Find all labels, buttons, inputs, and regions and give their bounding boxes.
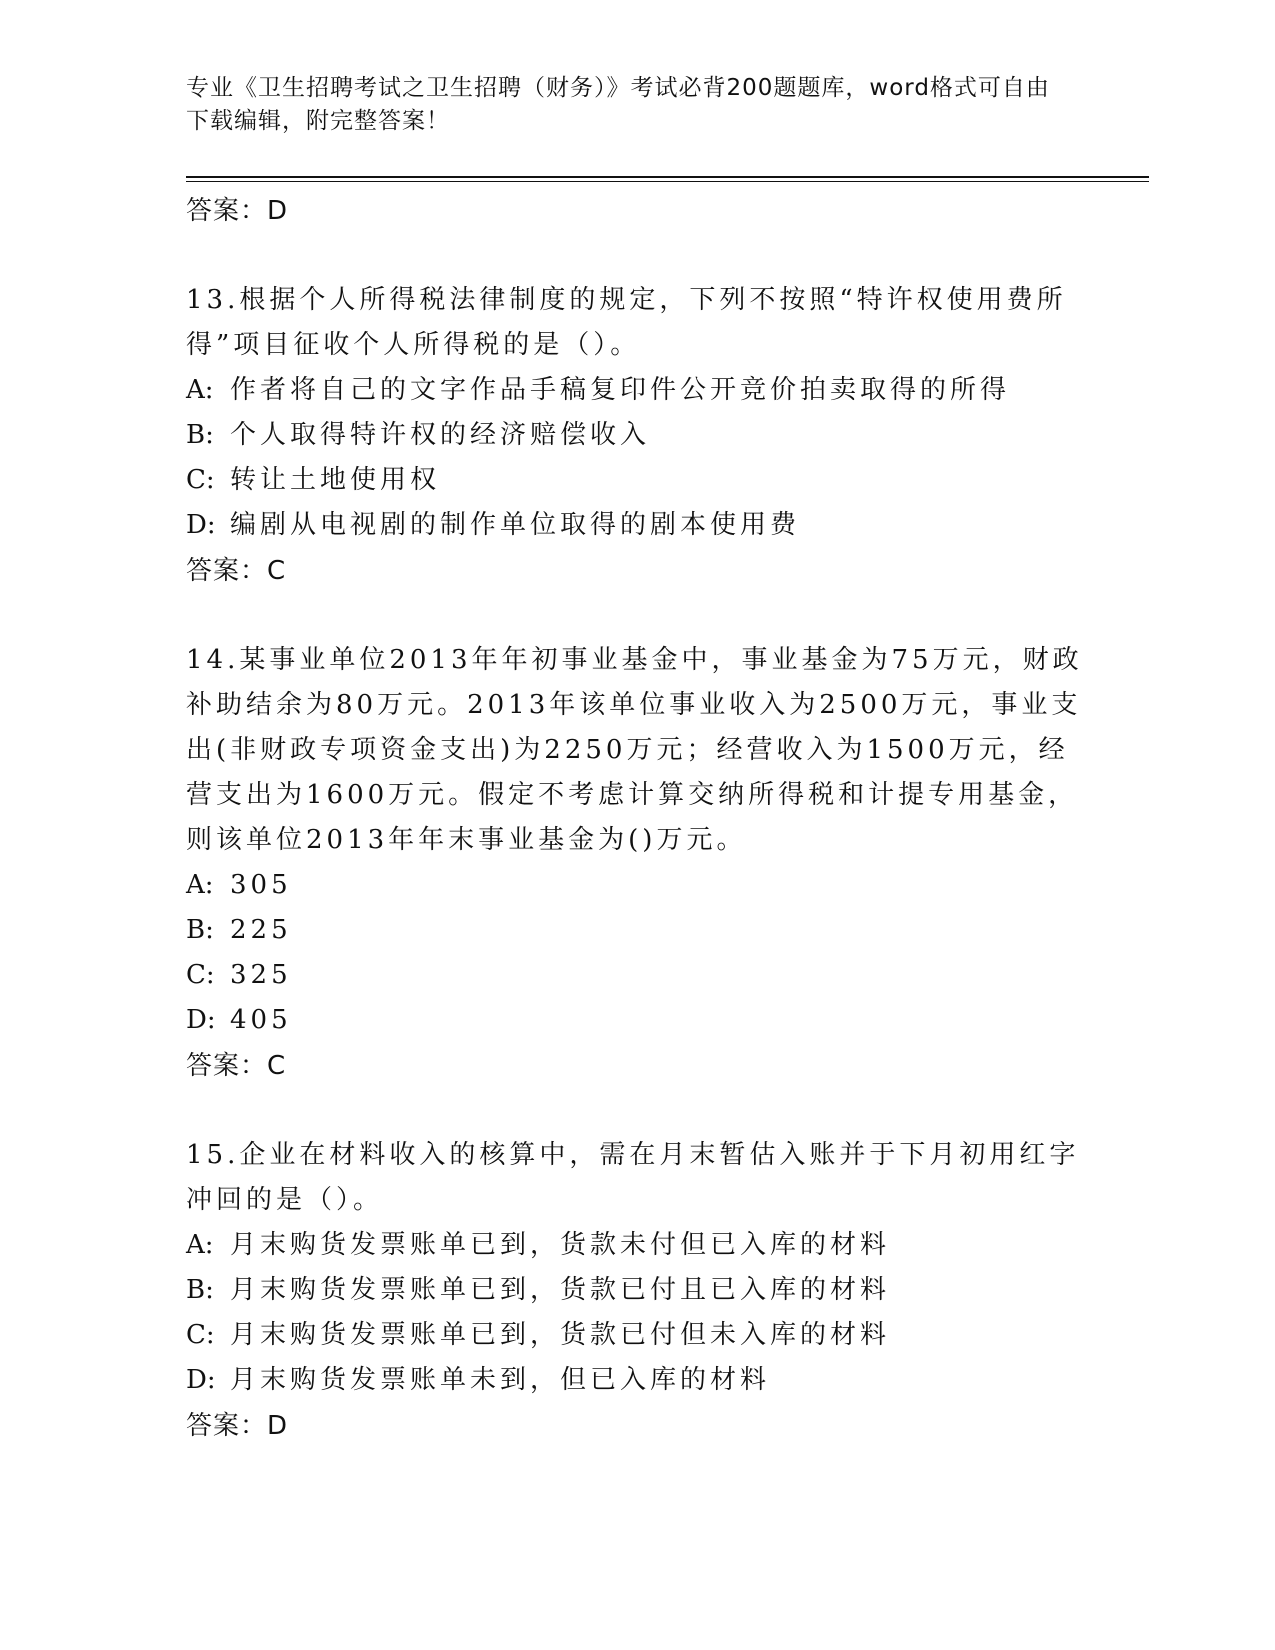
question-15 [186, 1133, 1086, 1449]
question-text: 13.根据个人所得税法律制度的规定，下列不按照“特许权使用费所得”项目征收个人所得税的是（）。 [186, 285, 1067, 360]
option-text: 405 [230, 1005, 292, 1035]
option-b [186, 413, 1086, 458]
header-rule-thin [186, 181, 1149, 182]
option-text: 编剧从电视剧的制作单位取得的剧本使用费 [230, 510, 801, 540]
answer-15: 答案：D [186, 1411, 289, 1441]
option-letter: D: [186, 1365, 216, 1395]
question-content [186, 188, 1086, 1449]
answer-13: 答案：C [186, 556, 287, 586]
option-a [186, 863, 1086, 908]
question-13 [186, 278, 1086, 594]
option-b [186, 1268, 1086, 1313]
option-letter: B: [186, 420, 214, 450]
spacer [186, 234, 1086, 278]
option-text: 325 [230, 960, 292, 990]
option-d [186, 1358, 1086, 1403]
option-text: 转让土地使用权 [230, 465, 441, 495]
option-d [186, 503, 1086, 548]
option-letter: D: [186, 1005, 216, 1035]
option-c [186, 953, 1086, 998]
option-c [186, 1313, 1086, 1358]
option-letter: C: [186, 465, 215, 495]
option-d [186, 998, 1086, 1043]
option-letter: D: [186, 510, 216, 540]
page-header: 专业《卫生招聘考试之卫生招聘（财务）》考试必背200题题库，word格式可自由下载编辑，附完整答案！ [186, 75, 1050, 134]
option-letter: A: [186, 870, 214, 900]
previous-answer: 答案：D [186, 196, 289, 226]
option-letter: B: [186, 1275, 214, 1305]
question-14 [186, 638, 1086, 1089]
option-letter: C: [186, 1320, 215, 1350]
header-rule-thick [186, 176, 1149, 178]
option-letter: C: [186, 960, 215, 990]
spacer [186, 594, 1086, 638]
option-b [186, 908, 1086, 953]
option-text: 月末购货发票账单已到，货款已付且已入库的材料 [230, 1275, 891, 1305]
option-a [186, 1223, 1086, 1268]
option-text: 月末购货发票账单已到，货款未付但已入库的材料 [230, 1230, 891, 1260]
option-a [186, 368, 1086, 413]
option-text: 月末购货发票账单未到，但已入库的材料 [230, 1365, 771, 1395]
option-text: 月末购货发票账单已到，货款已付但未入库的材料 [230, 1320, 891, 1350]
option-letter: A: [186, 375, 214, 405]
option-letter: B: [186, 915, 214, 945]
question-text: 15.企业在材料收入的核算中，需在月末暂估入账并于下月初用红字冲回的是（）。 [186, 1140, 1080, 1215]
option-text: 作者将自己的文字作品手稿复印件公开竞价拍卖取得的所得 [230, 375, 1011, 405]
option-letter: A: [186, 1230, 214, 1260]
option-c [186, 458, 1086, 503]
option-text: 个人取得特许权的经济赔偿收入 [230, 420, 651, 450]
spacer [186, 1089, 1086, 1133]
answer-14: 答案：C [186, 1051, 287, 1081]
option-text: 305 [230, 870, 292, 900]
question-text: 14.某事业单位2013年年初事业基金中，事业基金为75万元，财政补助结余为80万元。2013年该单位事业收入为2500万元，事业支出(非财政专项资金支出)为2250万元；经营收入为1500万元，经营支出为1600万元。假定不考虑计算交纳所得税和计提专用基金，则该单位2013年年末事业基金为()万元。 [186, 645, 1083, 855]
option-text: 225 [230, 915, 292, 945]
